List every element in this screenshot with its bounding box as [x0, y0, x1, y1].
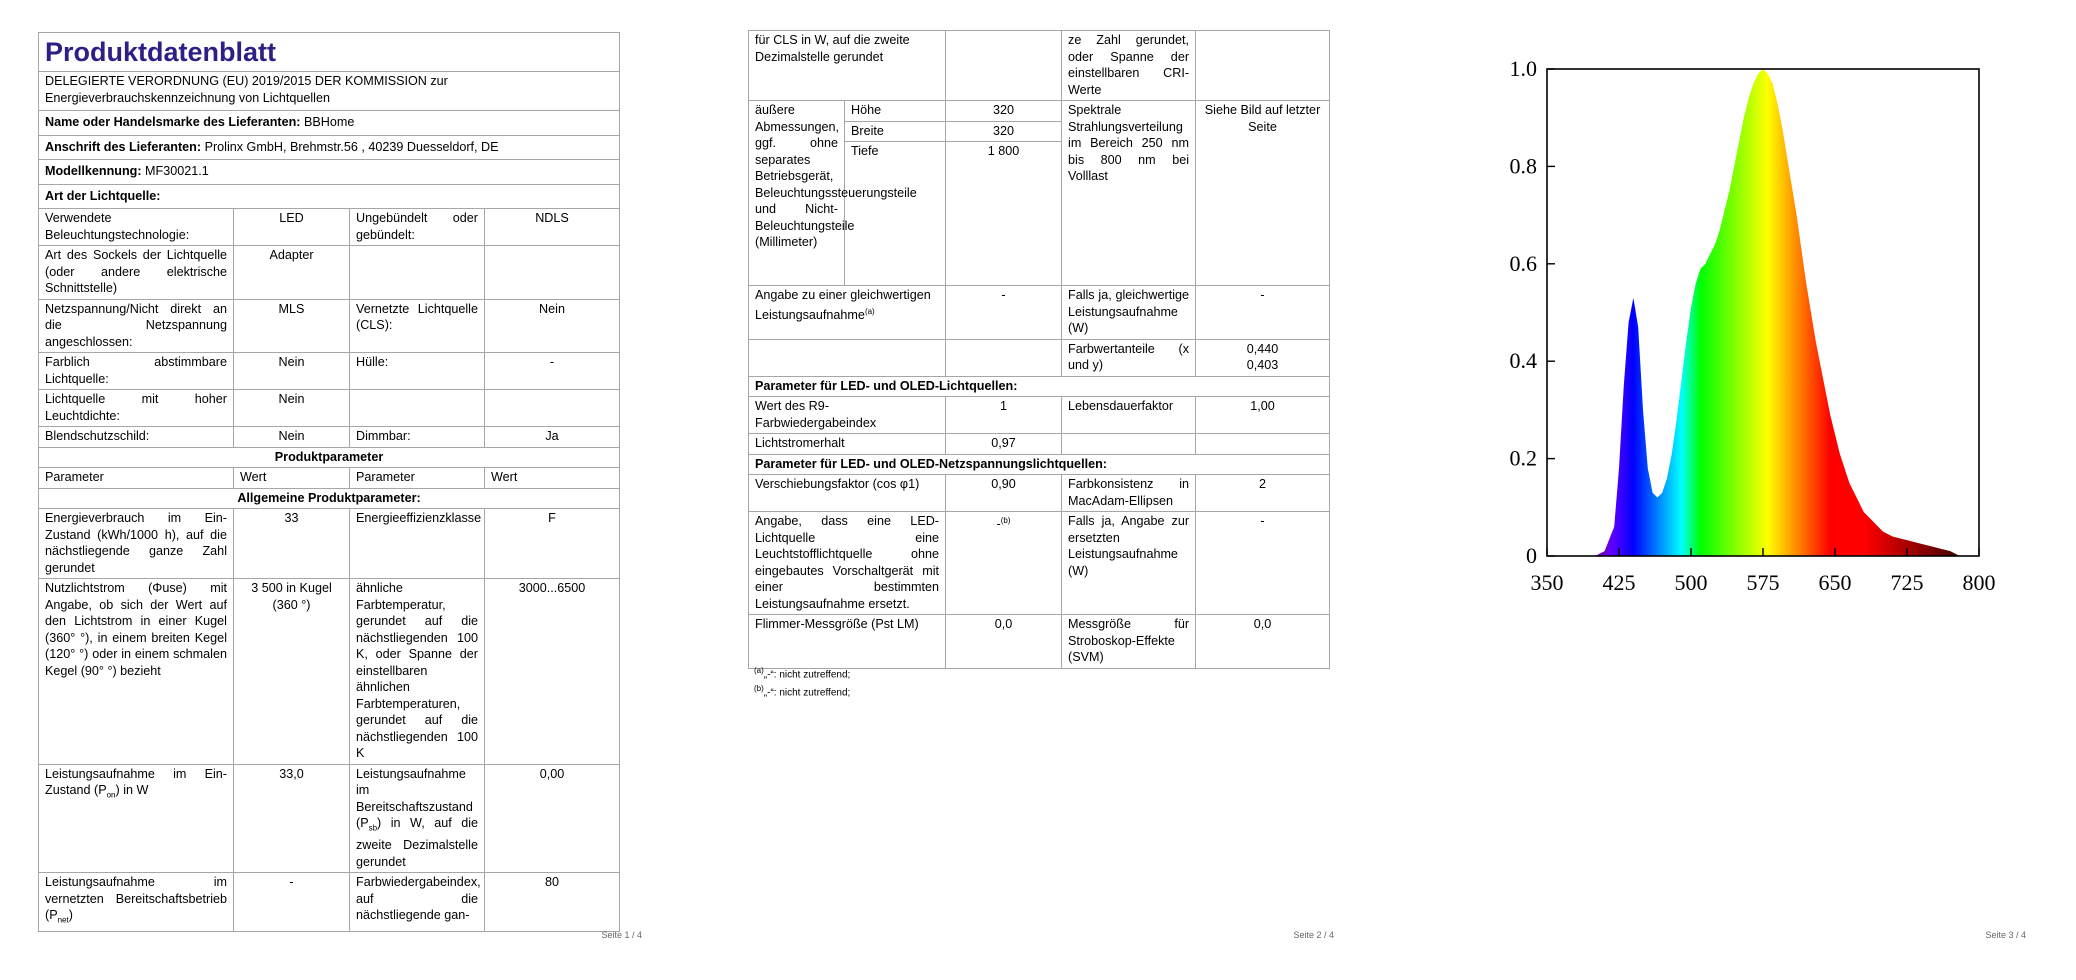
model-value: MF30021.1 — [145, 164, 209, 178]
page-3 — [1384, 0, 2076, 980]
replace-value: -$^{(b)}$ — [946, 512, 1062, 615]
page-number-2: Seite 2 / 4 — [1293, 930, 1334, 940]
supplier-name-label: Name oder Handelsmarke des Lieferanten: — [45, 115, 301, 129]
footnote-a: $^{(a)}$„-“: nicht zutreffend; — [754, 666, 851, 681]
model-row — [39, 160, 620, 185]
socket-label: Art des Sockels der Lichtquelle (oder andere elektrische Schnittstelle) — [39, 246, 234, 300]
supplier-name-value: BBHome — [303, 115, 355, 129]
eclass-label: Energieeffizienzklasse — [350, 509, 485, 579]
page-number-1: Seite 1 / 4 — [601, 930, 642, 940]
pnet-label: Leistungsaufnahme im vernetzten Bereitschaftsbetrieb $(P_{net})$ — [39, 873, 234, 932]
luminance-value: Nein — [234, 390, 350, 427]
product-params-header: Produktparameter — [39, 447, 620, 468]
y-tick-label: 0.4 — [1509, 348, 1537, 374]
dpf-label: Verschiebungsfaktor (cos φ1) — [749, 475, 946, 512]
dims-label: äußere Abmessungen, ggf. ohne separates Betriebsgerät, Beleuchtungssteuerungsteile und Nicht-Beleuchtungsteile (Millimeter) — [749, 101, 845, 286]
datasheet-table-page1 — [38, 32, 620, 932]
cri-label: Farbwiedergabeindex, auf die nächstliegende gan- — [350, 873, 485, 932]
pon-label: Leistungsaufnahme im Ein-Zustand $(P_{on})$ in W — [39, 764, 234, 873]
replace-label: Angabe, dass eine LED-Lichtquelle eine Leuchtstofflichtquelle ohne eingebautes Vorschaltgerät mit einer bestimmten Leistungsaufnahme ersetzt. — [749, 512, 946, 615]
dpf-value: 0,90 — [946, 475, 1062, 512]
width-label: Breite — [845, 121, 946, 142]
glare-value: Nein — [234, 427, 350, 448]
pnet-value: - — [234, 873, 350, 932]
lifetime-label: Lebensdauerfaktor — [1062, 397, 1196, 434]
flicker-label: Flimmer-Messgröße (Pst LM) — [749, 615, 946, 669]
spectrum-area — [1595, 69, 1960, 556]
equiv-power-value: - — [1196, 286, 1330, 340]
height-value: 320 — [946, 101, 1062, 122]
flux-value: 3 500 in Kugel (360 °) — [234, 579, 350, 765]
x-tick-label: 650 — [1818, 570, 1852, 595]
consistency-value: 2 — [1196, 475, 1330, 512]
mains-label: Netzspannung/Nicht direkt an die Netzspannung angeschlossen: — [39, 299, 234, 353]
x-tick-label: 425 — [1602, 570, 1636, 595]
unbundled-label: Ungebündelt oder gebündelt: — [350, 209, 485, 246]
glare-label: Blendschutzschild: — [39, 427, 234, 448]
spectral-value: Siehe Bild auf letzter Seite — [1196, 101, 1330, 286]
cont-left: für CLS in W, auf die zweite Dezimalstelle gerundet — [749, 31, 946, 101]
dimmable-label: Dimmbar: — [350, 427, 485, 448]
led-header: Parameter für LED- und OLED-Lichtquellen: — [749, 376, 1330, 397]
depth-value: 1 800 — [946, 142, 1062, 286]
spectral-distribution-chart — [1474, 50, 2034, 650]
width-value: 320 — [946, 121, 1062, 142]
replace-power-label: Falls ja, Angabe zur ersetzten Leistungsaufnahme (W) — [1062, 512, 1196, 615]
supplier-address-row — [39, 135, 620, 160]
x-tick-label: 800 — [1962, 570, 1996, 595]
light-type-label: Art der Lichtquelle: — [39, 184, 620, 209]
luminance-label: Lichtquelle mit hoher Leuchtdichte: — [39, 390, 234, 427]
mains-value: MLS — [234, 299, 350, 353]
psb-value: 0,00 — [485, 764, 620, 873]
y-tick-label: 0.8 — [1509, 153, 1537, 179]
page-1 — [0, 0, 692, 980]
datasheet-table-page2 — [748, 30, 1330, 669]
flicker-value: 0,0 — [946, 615, 1062, 669]
height-label: Höhe — [845, 101, 946, 122]
mains-header: Parameter für LED- und OLED-Netzspannungslichtquellen: — [749, 454, 1330, 475]
x-tick-label: 500 — [1674, 570, 1708, 595]
cct-label: ähnliche Farbtemperatur, gerundet auf die nächstliegenden 100 K, oder Spanne der einstellbaren ähnlichen Farbtemperaturen, gerundet auf die nächstliegenden 100 K — [350, 579, 485, 765]
energy-label: Energieverbrauch im Ein-Zustand (kWh/1000 h), auf die nächstliegende ganze Zahl gerundet — [39, 509, 234, 579]
lifetime-value: 1,00 — [1196, 397, 1330, 434]
equiv-value: - — [946, 286, 1062, 340]
cri-value: 80 — [485, 873, 620, 932]
tunable-label: Farblich abstimmbare Lichtquelle: — [39, 353, 234, 390]
page-number-3: Seite 3 / 4 — [1985, 930, 2026, 940]
y-tick-label: 0 — [1526, 543, 1537, 568]
spectral-label: Spektrale Strahlungsverteilung im Bereich 250 nm bis 800 nm bei Volllast — [1062, 101, 1196, 286]
general-params-header: Allgemeine Produktparameter: — [39, 488, 620, 509]
svm-value: 0,0 — [1196, 615, 1330, 669]
svm-label: Messgröße für Stroboskop-Effekte (SVM) — [1062, 615, 1196, 669]
cont-right: ze Zahl gerundet, oder Spanne der einstellbaren CRI-Werte — [1062, 31, 1196, 101]
r9-label: Wert des R9-Farbwiedergabeindex — [749, 397, 946, 434]
cls-label: Vernetzte Lichtquelle (CLS): — [350, 299, 485, 353]
envelope-value: - — [485, 353, 620, 390]
y-tick-label: 0.6 — [1509, 250, 1537, 276]
regulation-text: DELEGIERTE VERORDNUNG (EU) 2019/2015 DER KOMMISSION zur Energieverbrauchskennzeichnung von Lichtquellen — [39, 72, 620, 111]
maint-label: Lichtstromerhalt — [749, 434, 946, 455]
col-value-2: Wert — [485, 468, 620, 489]
supplier-address-value: Prolinx GmbH, Brehmstr.56 , 40239 Duesseldorf, DE — [204, 139, 499, 154]
tunable-value: Nein — [234, 353, 350, 390]
consistency-label: Farbkonsistenz in MacAdam-Ellipsen — [1062, 475, 1196, 512]
page-2 — [692, 0, 1384, 980]
flux-label: Nutzlichtstrom (Φuse) mit Angabe, ob sich der Wert auf den Lichtstrom in einer Kugel (360° °), in einem breiten Kegel (120° °) oder in einem schmalen Kegel (90° °) bezieht — [39, 579, 234, 765]
x-tick-label: 575 — [1746, 570, 1780, 595]
pon-value: 33,0 — [234, 764, 350, 873]
envelope-label: Hülle: — [350, 353, 485, 390]
socket-value: Adapter — [234, 246, 350, 300]
maint-value: 0,97 — [946, 434, 1062, 455]
supplier-address-label: Anschrift des Lieferanten: — [45, 139, 202, 154]
r9-value: 1 — [946, 397, 1062, 434]
energy-value: 33 — [234, 509, 350, 579]
footnote-b: $^{(b)}$„-“: nicht zutreffend; — [754, 684, 851, 699]
col-param-2: Parameter — [350, 468, 485, 489]
document-title: Produktdatenblatt — [39, 33, 620, 72]
x-tick-label: 350 — [1530, 570, 1564, 595]
x-tick-label: 725 — [1890, 570, 1924, 595]
chroma-label: Farbwertanteile (x und y) — [1062, 339, 1196, 376]
equiv-power-label: Falls ja, gleichwertige Leistungsaufnahme (W) — [1062, 286, 1196, 340]
col-param-1: Parameter — [39, 468, 234, 489]
eclass-value: F — [485, 509, 620, 579]
dimmable-value: Ja — [485, 427, 620, 448]
tech-label: Verwendete Beleuchtungstechnologie: — [39, 209, 234, 246]
chroma-value: 0,440 0,403 — [1196, 339, 1330, 376]
supplier-name-row — [39, 111, 620, 136]
col-value-1: Wert — [234, 468, 350, 489]
y-tick-label: 1.0 — [1509, 56, 1537, 81]
cls-value: Nein — [485, 299, 620, 353]
unbundled-value: NDLS — [485, 209, 620, 246]
y-tick-label: 0.2 — [1509, 445, 1537, 471]
model-label: Modellkennung: — [45, 164, 142, 178]
replace-power-value: - — [1196, 512, 1330, 615]
psb-label: Leistungsaufnahme im Bereitschaftszustand $(P_{sb})$ in W, auf die zweite Dezimalstelle gerundet — [350, 764, 485, 873]
depth-label: Tiefe — [845, 142, 946, 286]
equiv-label: Angabe zu einer gleichwertigen Leistungsaufnahme$^{(a)}$ — [749, 286, 946, 340]
tech-value: LED — [234, 209, 350, 246]
cct-value: 3000...6500 — [485, 579, 620, 765]
